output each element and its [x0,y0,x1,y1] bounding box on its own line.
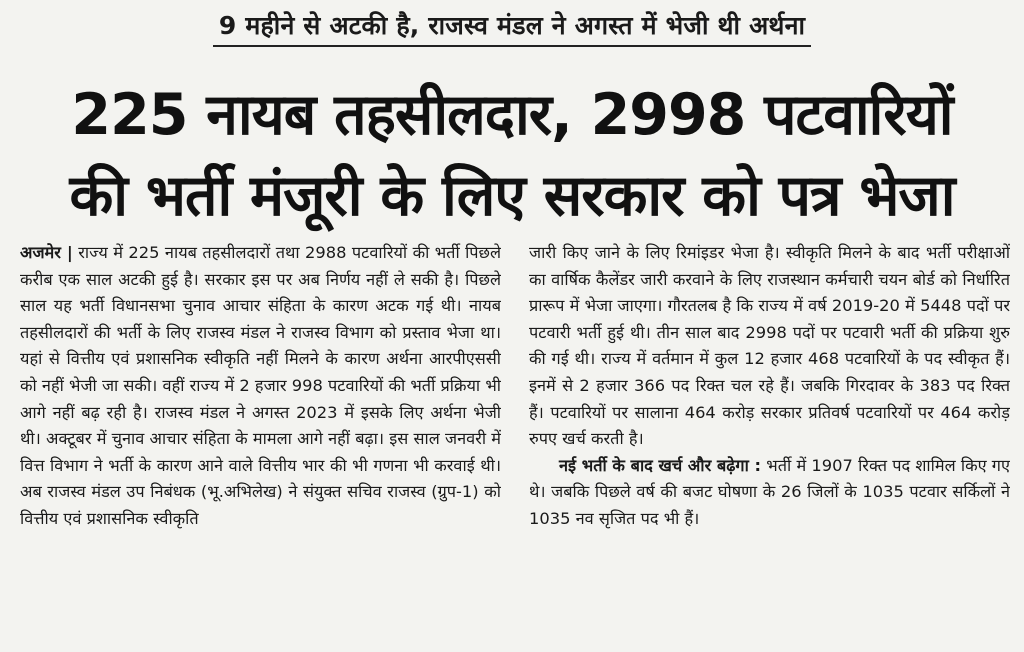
headline-line-2: की भर्ती मंजूरी के लिए सरकार को पत्र भेजा [69,163,955,229]
subheading: नई भर्ती के बाद खर्च और बढ़ेगा : [559,455,762,475]
kicker [0,0,1024,54]
article-paragraph [529,240,1010,453]
article-column-2 [529,240,1010,652]
paragraph-text: राज्य में 225 नायब तहसीलदारों तथा 2988 पटवारियों की भर्ती पिछले करीब एक साल अटकी हुई है। सरकार इस पर अब निर्णय नहीं ले सकी है। पिछले साल यह भर्ती विधानसभा चुनाव आचार संहिता के कारण अटक गई थी। नायब तहसीलदारों की भर्ती के लिए राजस्व मंडल ने राजस्व विभाग को प्रस्ताव भेजा था। यहां से वित्तीय एवं प्रशासनिक स्वीकृति नहीं मिलने के कारण अर्थना आरपीएससी को नहीं भेजी जा सकी। वहीं राज्य में 2 हजार 998 पटवारियों की भर्ती प्रक्रिया भी आगे नहीं बढ़ रही है। राजस्व मंडल ने अगस्त 2023 में इसके लिए अर्थना भेजी थी। अक्टूबर में चुनाव आचार संहिता के मामला आगे नहीं बढ़ा। इस साल जनवरी में वित्त विभाग ने भर्ती के कारण आने वाले वित्तीय भार की भी गणना भी करवाई थी। अब राजस्व मंडल उप निबंधक (भू.अभिलेख) ने संयुक्त सचिव राजस्व (ग्रुप-1) को वित्तीय एवं प्रशासनिक स्वीकृति [20,243,501,528]
article-column-1 [20,240,501,652]
headline-line-1: 225 नायब तहसीलदार, 2998 पटवारियों [71,82,953,148]
dateline: अजमेर | [20,243,73,262]
article-paragraph [529,453,1010,533]
paragraph-text: जारी किए जाने के लिए रिमांइडर भेजा है। स्वीकृति मिलने के बाद भर्ती परीक्षाओं का वार्षिक कैलेंडर जारी करवाने के लिए राजस्थान कर्मचारी चयन बोर्ड को निर्धारित प्रारूप में भेजा जाएगा। गौरतलब है कि राज्य में वर्ष 2019-20 में 5448 पदों पर पटवारी भर्ती हुई थी। तीन साल बाद 2998 पदों पर पटवारी भर्ती की प्रक्रिया शुरु की गई थी। राज्य में वर्तमान में कुल 12 हजार 468 पटवारियों के पद स्वीकृत हैं। इनमें से 2 हजार 366 पद रिक्त चल रहे हैं। जबकि गिरदावर के 383 पद रिक्त हैं। पटवारियों पर सालाना 464 करोड़ सरकार प्रतिवर्ष पटवारियों पर 464 करोड़ रुपए खर्च करती है। [529,243,1010,449]
kicker-text: 9 महीने से अटकी है, राजस्व मंडल ने अगस्त में भेजी थी अर्थना [213,8,811,47]
paragraph-text: भर्ती में 1907 रिक्त पद शामिल किए गए थे। जबकि पिछले वर्ष की बजट घोषणा के 26 जिलों के 1035 पटवार सर्किलों ने 1035 नव सृजित पद भी हैं। [529,455,1010,528]
article-paragraph [20,240,501,533]
article-body [20,240,1010,652]
